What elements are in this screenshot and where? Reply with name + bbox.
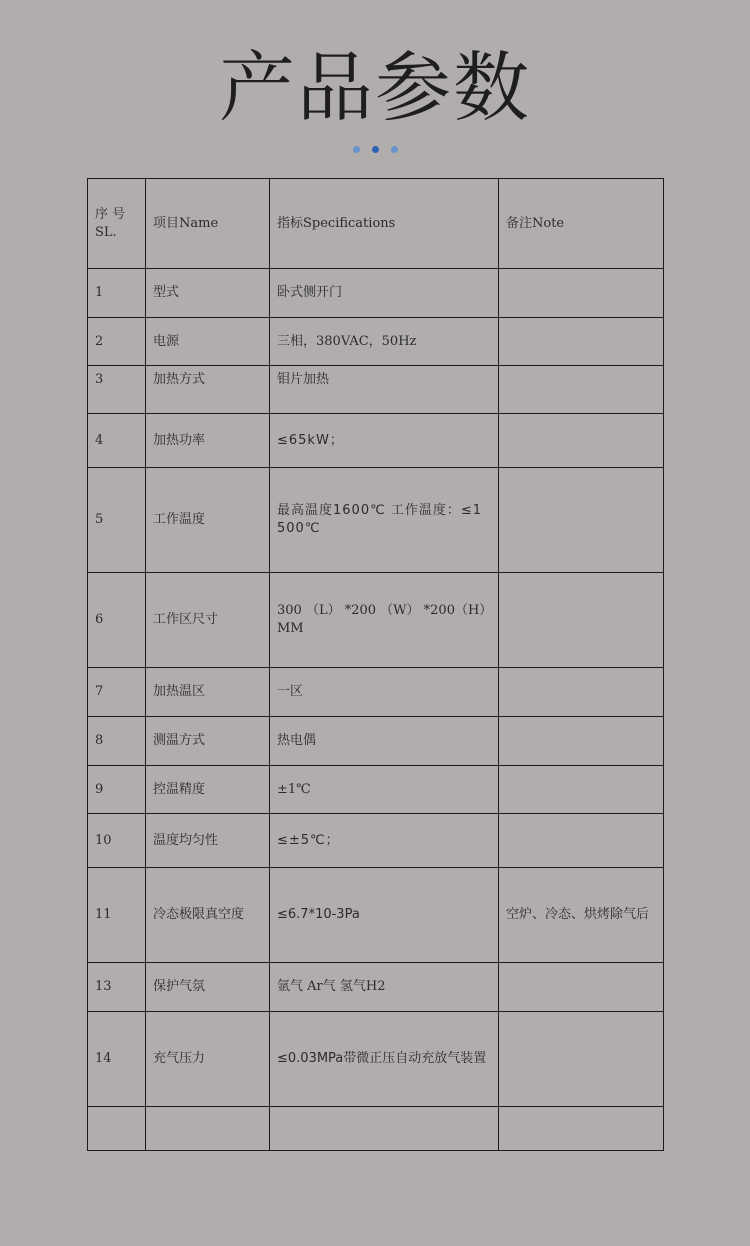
row-number: 2	[88, 318, 146, 366]
row-spec: 热电偶	[270, 717, 499, 766]
row-spec: 钼片加热	[270, 366, 499, 414]
row-item-name: 测温方式	[146, 717, 270, 766]
row-spec: ≤6.7*10-3Pa	[270, 868, 499, 963]
row-note	[499, 414, 664, 468]
page-title: 产品参数	[219, 43, 531, 132]
row-spec: ≤65kW；	[270, 414, 499, 468]
row-item-name: 保护气氛	[146, 963, 270, 1012]
row-note	[499, 1107, 664, 1151]
row-note	[499, 1012, 664, 1107]
row-item-name: 加热功率	[146, 414, 270, 468]
row-item-name: 温度均匀性	[146, 814, 270, 868]
table-header-row	[88, 179, 664, 269]
row-number: 8	[88, 717, 146, 766]
row-number: 13	[88, 963, 146, 1012]
row-item-name	[146, 1107, 270, 1151]
table-row	[88, 318, 664, 366]
header-note: 备注Note	[499, 179, 664, 269]
row-number: 3	[88, 366, 146, 414]
row-spec: 300 （L） *200 （W） *200（H）MM	[270, 573, 499, 668]
parameters-table	[87, 178, 664, 1151]
row-number: 11	[88, 868, 146, 963]
header-name: 项目Name	[146, 179, 270, 269]
row-item-name: 电源	[146, 318, 270, 366]
header-spec: 指标Specifications	[270, 179, 499, 269]
row-number: 14	[88, 1012, 146, 1107]
row-item-name: 型式	[146, 269, 270, 318]
row-item-name: 控温精度	[146, 766, 270, 814]
table-row	[88, 766, 664, 814]
row-number: 5	[88, 468, 146, 573]
row-number: 7	[88, 668, 146, 717]
row-number: 4	[88, 414, 146, 468]
row-spec: 卧式侧开门	[270, 269, 499, 318]
row-spec: ±1℃	[270, 766, 499, 814]
row-note	[499, 573, 664, 668]
table-row	[88, 868, 664, 963]
row-note	[499, 766, 664, 814]
table-row	[88, 814, 664, 868]
table-row	[88, 668, 664, 717]
row-number: 1	[88, 269, 146, 318]
row-spec: 一区	[270, 668, 499, 717]
row-note	[499, 717, 664, 766]
row-note	[499, 468, 664, 573]
row-item-name: 工作区尺寸	[146, 573, 270, 668]
table-row	[88, 468, 664, 573]
row-spec: ≤±5℃；	[270, 814, 499, 868]
row-spec: ≤0.03MPa带微正压自动充放气装置	[270, 1012, 499, 1107]
row-note	[499, 668, 664, 717]
dot-left	[353, 146, 360, 153]
row-number	[88, 1107, 146, 1151]
row-item-name: 加热方式	[146, 366, 270, 414]
header-sl: 序 号 SL.	[88, 179, 146, 269]
table-row	[88, 366, 664, 414]
row-item-name: 充气压力	[146, 1012, 270, 1107]
row-spec: 最高温度1600℃ 工作温度：≤1500℃	[270, 468, 499, 573]
row-note: 空炉、冷态、烘烤除气后	[499, 868, 664, 963]
row-item-name: 加热温区	[146, 668, 270, 717]
title-dots	[0, 138, 750, 157]
table-row	[88, 963, 664, 1012]
table-row	[88, 414, 664, 468]
row-note	[499, 366, 664, 414]
row-spec: 氩气 Ar气 氢气H2	[270, 963, 499, 1012]
row-note	[499, 963, 664, 1012]
table-row	[88, 1012, 664, 1107]
row-item-name: 工作温度	[146, 468, 270, 573]
row-number: 10	[88, 814, 146, 868]
row-number: 6	[88, 573, 146, 668]
row-number: 9	[88, 766, 146, 814]
table-row	[88, 1107, 664, 1151]
row-spec	[270, 1107, 499, 1151]
table-row	[88, 573, 664, 668]
row-note	[499, 318, 664, 366]
dot-center	[372, 146, 379, 153]
table-row	[88, 269, 664, 318]
row-spec: 三相，380VAC，50Hz	[270, 318, 499, 366]
table-row	[88, 717, 664, 766]
row-note	[499, 814, 664, 868]
row-note	[499, 269, 664, 318]
row-item-name: 冷态极限真空度	[146, 868, 270, 963]
dot-right	[391, 146, 398, 153]
